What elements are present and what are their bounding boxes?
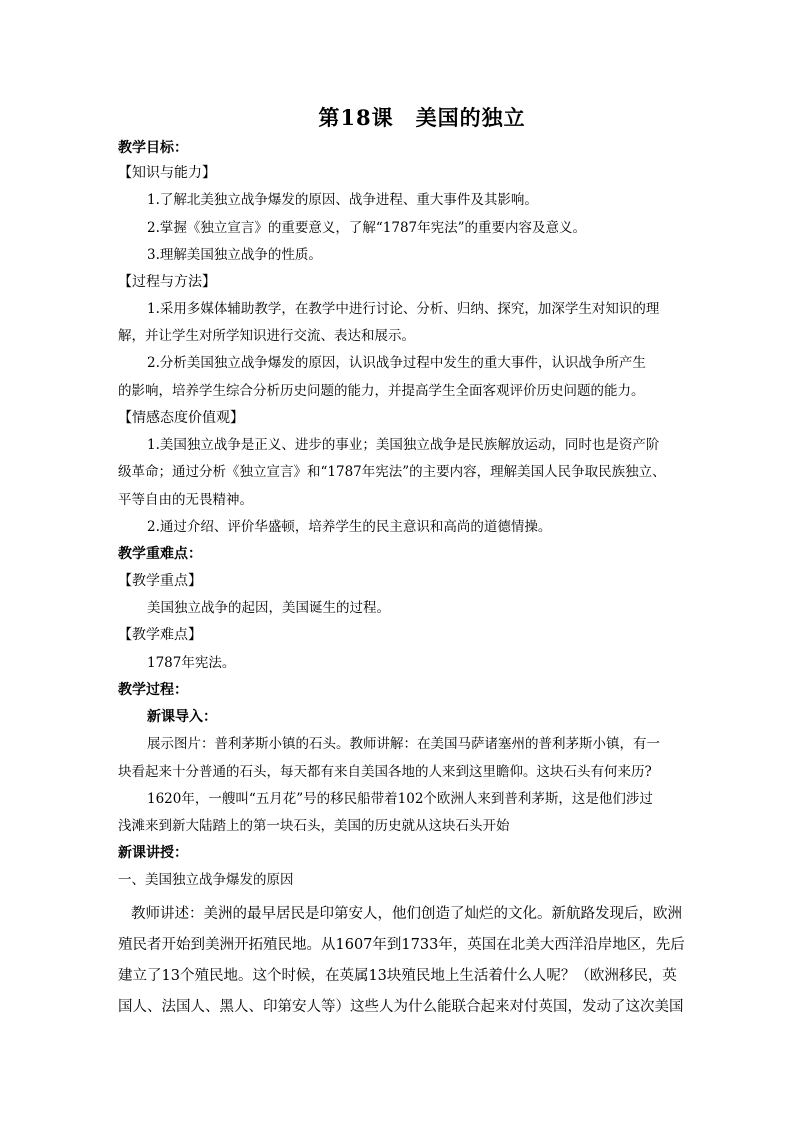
knowledge-item-3: 3.理解美国独立战争的性质。 — [147, 247, 322, 263]
key-points-heading: 教学重难点： — [118, 546, 202, 562]
lecture-line-1: 教师讲述：美洲的最早居民是印第安人，他们创造了灿烂的文化。新航路发现后，欧洲 — [131, 906, 682, 922]
process-heading: 【过程与方法】 — [118, 274, 216, 290]
intro-paragraph-1-line-1: 展示图片：普利茅斯小镇的石头。教师讲解：在美国马萨诸塞州的普利茅斯小镇，有一 — [147, 736, 660, 752]
lesson-title — [0, 102, 794, 132]
emotion-item-2: 2.通过介绍、评价华盛顿，培养学生的民主意识和高尚的道德情操。 — [147, 519, 552, 535]
process-item-1-line-1: 1.采用多媒体辅助教学，在教学中进行讨论、分析、归纳、探究，加深学生对知识的理 — [147, 301, 660, 317]
intro-paragraph-2-line-2: 浅滩来到新大陆踏上的第一块石头，美国的历史就从这块石头开始 — [118, 818, 510, 834]
emotion-item-1-line-1: 1.美国独立战争是正义、进步的事业；美国独立战争是民族解放运动，同时也是资产阶 — [147, 437, 660, 453]
emotion-item-1-line-3: 平等自由的无畏精神。 — [118, 492, 253, 508]
process-item-2-line-2: 的影响，培养学生综合分析历史问题的能力，并提高学生全面客观评价历史问题的能力。 — [118, 383, 645, 399]
lesson-number: 第18课 — [318, 105, 394, 130]
emotion-heading: 【情感态度价值观】 — [118, 410, 244, 426]
intro-paragraph-2-line-1: 1620年，一艘叫“五月花”号的移民船带着102个欧洲人来到普利茅斯，这是他们涉过 — [147, 791, 653, 807]
lesson-name: 美国的独立 — [415, 105, 526, 130]
knowledge-item-1: 1.了解北美独立战争爆发的原因、战争进程、重大事件及其影响。 — [147, 192, 538, 208]
new-lesson-heading: 新课讲授： — [118, 845, 188, 861]
intro-paragraph-1-line-2: 块看起来十分普通的石头，每天都有来自美国各地的人来到这里瞻仰。这块石头有何来历? — [118, 764, 652, 780]
knowledge-item-2: 2.掌握《独立宣言》的重要意义，了解“1787年宪法”的重要内容及意义。 — [147, 220, 587, 236]
lecture-line-3: 建立了13个殖民地。这个时候，在英属13块殖民地上生活着什么人呢？（欧洲移民，英 — [118, 968, 677, 984]
process-item-1-line-2: 解，并让学生对所学知识进行交流、表达和展示。 — [118, 328, 415, 344]
difficulty-text: 1787年宪法。 — [147, 655, 236, 671]
knowledge-heading: 【知识与能力】 — [118, 165, 216, 181]
process-item-2-line-1: 2.分析美国独立战争爆发的原因，认识战争过程中发生的重大事件，认识战争所产生 — [147, 355, 646, 371]
objectives-heading: 教学目标： — [118, 140, 188, 156]
focus-text: 美国独立战争的起因，美国诞生的过程。 — [147, 600, 390, 616]
focus-heading: 【教学重点】 — [118, 573, 202, 589]
lecture-line-2: 殖民者开始到美洲开拓殖民地。从1607年到1733年，英国在北美大西洋沿岸地区，先后 — [118, 937, 685, 953]
difficulty-heading: 【教学难点】 — [118, 627, 202, 643]
lecture-line-4: 国人、法国人、黑人、印第安人等）这些人为什么能联合起来对付英国，发动了这次美国 — [118, 999, 684, 1015]
teaching-process-heading: 教学过程： — [118, 682, 188, 698]
emotion-item-1-line-2: 级革命；通过分析《独立宣言》和“1787年宪法”的主要内容，理解美国人民争取民族独立、 — [118, 464, 666, 480]
section-1-title: 一、美国独立战争爆发的原因 — [118, 872, 294, 888]
intro-heading: 新课导入： — [147, 709, 217, 725]
